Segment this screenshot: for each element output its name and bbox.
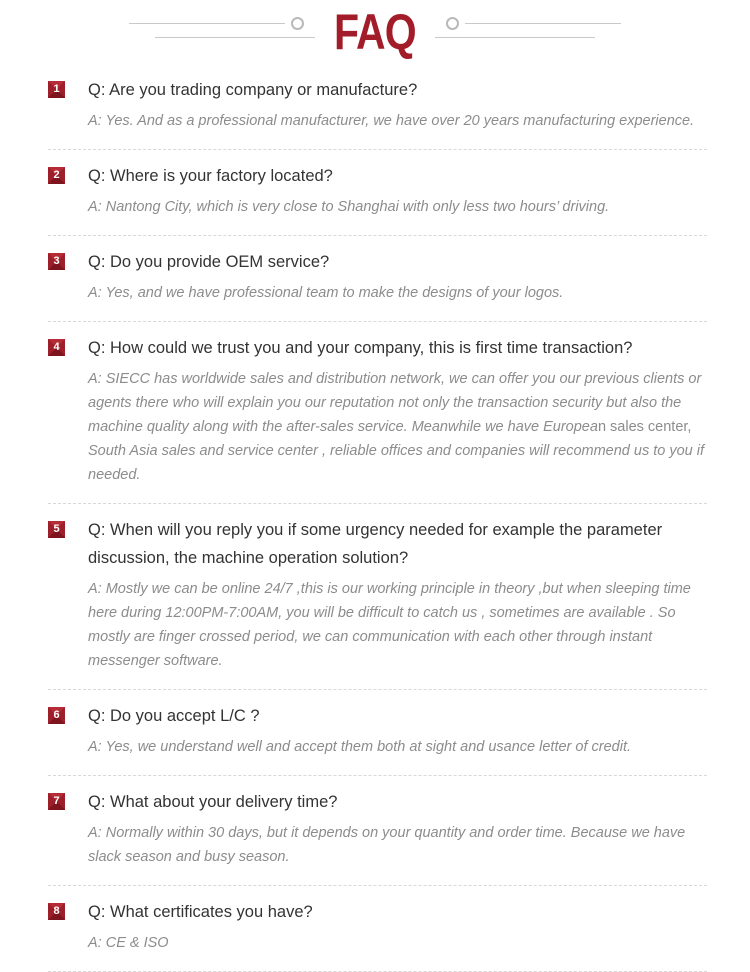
faq-answer (88, 195, 707, 219)
faq-answer (88, 931, 707, 955)
item-number-badge: 4 (48, 339, 65, 356)
faq-item (48, 886, 707, 972)
question-row (48, 516, 707, 572)
faq-item (48, 776, 707, 886)
decor-circle-icon (291, 17, 304, 30)
header-decor-right (429, 8, 621, 52)
question-row (48, 898, 707, 926)
faq-item (48, 504, 707, 690)
question-row (48, 162, 707, 190)
answer-text-segment: A: Mostly we can be online 24/7 ,this is our working principle in theory ,but when sleeping time here during 12:00PM-7:00AM, you will be difficult to catch us , sometimes are available . So mostly are finger crossed period, we can communication with each other through instant messenger software. (88, 581, 691, 669)
item-number-badge: 5 (48, 521, 65, 538)
faq-item (48, 236, 707, 322)
answer-text-segment: A: Yes, we understand well and accept them both at sight and usance letter of credit. (88, 739, 632, 755)
faq-header (0, 0, 750, 62)
faq-item (48, 690, 707, 776)
item-number-badge: 2 (48, 167, 65, 184)
answer-text-segment: A: Nantong City, which is very close to Shanghai with only less two hours’ driving. (88, 199, 610, 215)
faq-question: Q: What about your delivery time? (88, 793, 338, 811)
faq-list (48, 64, 707, 972)
answer-text-segment: South Asia sales and service center , reliable offices and companies will recommend us to you if needed. (88, 443, 705, 483)
faq-item (48, 64, 707, 150)
question-row (48, 788, 707, 816)
question-row (48, 702, 707, 730)
faq-question: Q: How could we trust you and your company, this is first time transaction? (88, 339, 633, 357)
page-title: FAQ (334, 4, 416, 60)
question-row (48, 334, 707, 362)
faq-answer (88, 821, 707, 869)
decor-circle-icon (446, 17, 459, 30)
item-number-badge: 1 (48, 81, 65, 98)
question-row (48, 248, 707, 276)
faq-item (48, 322, 707, 504)
decor-line (155, 37, 315, 38)
faq-answer (88, 735, 707, 759)
faq-question: Q: Do you provide OEM service? (88, 253, 330, 271)
item-number-badge: 8 (48, 903, 65, 920)
faq-answer (88, 109, 707, 133)
faq-question: Q: Are you trading company or manufacture? (88, 81, 418, 99)
item-number-badge: 7 (48, 793, 65, 810)
faq-question: Q: Do you accept L/C ? (88, 707, 260, 725)
answer-text-segment: n sales center, (597, 419, 692, 435)
answer-text-segment: A: SIECC has worldwide sales and distribution network, we can offer you our previous clients or agents there who will explain you our reputation not only the transaction security but also the machine quality along with the after-sales service. Meanwhile we have Europea (88, 371, 702, 435)
decor-line (435, 37, 595, 38)
item-number-badge: 3 (48, 253, 65, 270)
answer-text-segment: A: Yes, and we have professional team to make the designs of your logos. (88, 285, 564, 301)
faq-item (48, 150, 707, 236)
faq-answer (88, 577, 707, 673)
answer-text-segment: A: Yes. And as a professional manufacturer, we have over 20 years manufacturing experience. (88, 113, 695, 129)
header-decor-left (129, 8, 321, 52)
question-row (48, 76, 707, 104)
faq-answer (88, 281, 707, 305)
faq-question: Q: Where is your factory located? (88, 167, 333, 185)
decor-line (465, 23, 621, 24)
faq-answer (88, 367, 707, 487)
decor-line (129, 23, 285, 24)
answer-text-segment: A: CE & ISO (88, 935, 169, 951)
faq-question: Q: When will you reply you if some urgency needed for example the parameter discussion, the machine operation solution? (88, 521, 663, 567)
item-number-badge: 6 (48, 707, 65, 724)
faq-question: Q: What certificates you have? (88, 903, 313, 921)
answer-text-segment: A: Normally within 30 days, but it depends on your quantity and order time. Because we have slack season and busy season. (88, 825, 686, 865)
